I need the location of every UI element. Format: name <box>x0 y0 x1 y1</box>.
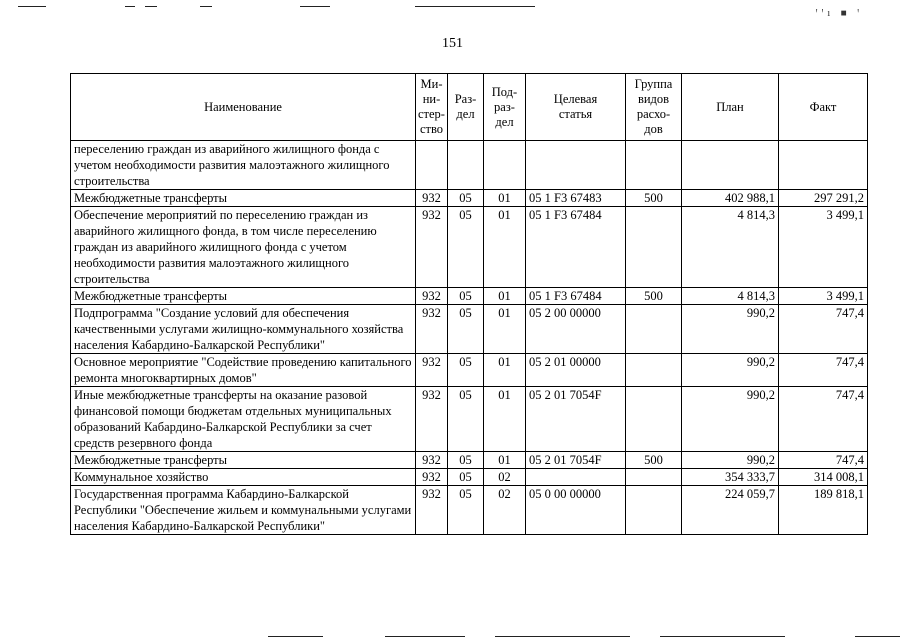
cell-target: 05 2 00 00000 <box>526 305 626 354</box>
cell-name: Межбюджетные трансферты <box>71 190 416 207</box>
cell-subsection: 01 <box>484 207 526 288</box>
cell-ministry: 932 <box>416 288 448 305</box>
cell-target: 05 2 01 00000 <box>526 354 626 387</box>
budget-table <box>70 73 868 535</box>
scan-line-top-2 <box>125 6 135 7</box>
scan-line-top-6 <box>415 6 535 7</box>
cell-subsection: 01 <box>484 305 526 354</box>
cell-target <box>526 469 626 486</box>
cell-subsection: 02 <box>484 486 526 535</box>
cell-fact: 747,4 <box>779 354 868 387</box>
cell-group: 500 <box>626 190 682 207</box>
cell-name: переселению граждан из аварийного жилищного фонда с учетом необходимости развития малоэтажного жилищного строительства <box>71 141 416 190</box>
header-section: Раз- дел <box>448 74 484 141</box>
cell-section <box>448 141 484 190</box>
cell-fact: 747,4 <box>779 305 868 354</box>
cell-fact <box>779 141 868 190</box>
cell-target: 05 2 01 7054F <box>526 452 626 469</box>
scan-line-bottom-5 <box>855 636 900 637</box>
cell-ministry: 932 <box>416 207 448 288</box>
cell-plan: 990,2 <box>682 354 779 387</box>
cell-ministry: 932 <box>416 190 448 207</box>
header-fact: Факт <box>779 74 868 141</box>
scan-marks: ꞌꞌı ■ ꞌ <box>815 8 863 19</box>
table-row <box>71 469 868 486</box>
table-row <box>71 207 868 288</box>
scan-line-bottom-4 <box>660 636 785 637</box>
header-target: Целевая статья <box>526 74 626 141</box>
cell-plan: 4 814,3 <box>682 207 779 288</box>
cell-ministry: 932 <box>416 452 448 469</box>
cell-section: 05 <box>448 207 484 288</box>
cell-target: 05 1 F3 67484 <box>526 207 626 288</box>
cell-plan: 990,2 <box>682 452 779 469</box>
cell-ministry: 932 <box>416 486 448 535</box>
cell-subsection: 02 <box>484 469 526 486</box>
table-row <box>71 288 868 305</box>
cell-plan <box>682 141 779 190</box>
cell-group <box>626 387 682 452</box>
cell-name: Государственная программа Кабардино-Балкарской Республики "Обеспечение жильем и коммунальными услугами населения Кабардино-Балкарской Республики" <box>71 486 416 535</box>
cell-target <box>526 141 626 190</box>
cell-section: 05 <box>448 486 484 535</box>
cell-target: 05 1 F3 67484 <box>526 288 626 305</box>
page-number: 151 <box>442 36 463 51</box>
cell-name: Межбюджетные трансферты <box>71 452 416 469</box>
cell-ministry: 932 <box>416 469 448 486</box>
cell-group <box>626 469 682 486</box>
cell-section: 05 <box>448 190 484 207</box>
scan-line-top-5 <box>300 6 330 7</box>
cell-ministry: 932 <box>416 354 448 387</box>
table-row <box>71 305 868 354</box>
cell-group <box>626 486 682 535</box>
cell-plan: 990,2 <box>682 387 779 452</box>
cell-name: Иные межбюджетные трансферты на оказание разовой финансовой помощи бюджетам отдельных муниципальных образований Кабардино-Балкарской Республики за счет средств резервного фонда <box>71 387 416 452</box>
cell-subsection: 01 <box>484 354 526 387</box>
cell-ministry: 932 <box>416 387 448 452</box>
table-row <box>71 354 868 387</box>
header-ministry: Ми- ни- стер- ство <box>416 74 448 141</box>
cell-fact: 747,4 <box>779 387 868 452</box>
cell-group: 500 <box>626 452 682 469</box>
header-subsection: Под- раз- дел <box>484 74 526 141</box>
table-row <box>71 141 868 190</box>
cell-section: 05 <box>448 288 484 305</box>
cell-section: 05 <box>448 452 484 469</box>
cell-section: 05 <box>448 469 484 486</box>
cell-target: 05 0 00 00000 <box>526 486 626 535</box>
cell-name: Основное мероприятие "Содействие проведению капитального ремонта многоквартирных домов" <box>71 354 416 387</box>
table-row <box>71 486 868 535</box>
cell-section: 05 <box>448 354 484 387</box>
cell-target: 05 2 01 7054F <box>526 387 626 452</box>
cell-subsection: 01 <box>484 190 526 207</box>
cell-name: Обеспечение мероприятий по переселению граждан из аварийного жилищного фонда, в том числе переселению граждан из аварийного жилищного фонда с учетом необходимости развития малоэтажного жилищного строительства <box>71 207 416 288</box>
table-row <box>71 387 868 452</box>
cell-subsection: 01 <box>484 387 526 452</box>
header-name: Наименование <box>71 74 416 141</box>
cell-group <box>626 207 682 288</box>
cell-group <box>626 141 682 190</box>
scan-line-top-1 <box>18 6 46 7</box>
cell-fact: 747,4 <box>779 452 868 469</box>
cell-group <box>626 354 682 387</box>
cell-section: 05 <box>448 305 484 354</box>
cell-fact: 189 818,1 <box>779 486 868 535</box>
cell-subsection <box>484 141 526 190</box>
cell-subsection: 01 <box>484 288 526 305</box>
scan-line-top-3 <box>145 6 157 7</box>
header-group: Группа видов расхо- дов <box>626 74 682 141</box>
header-plan: План <box>682 74 779 141</box>
cell-plan: 4 814,3 <box>682 288 779 305</box>
scan-line-top-4 <box>200 6 212 7</box>
cell-fact: 3 499,1 <box>779 288 868 305</box>
cell-fact: 297 291,2 <box>779 190 868 207</box>
cell-name: Подпрограмма "Создание условий для обеспечения качественными услугами жилищно-коммунального хозяйства населения Кабардино-Балкарской Республики" <box>71 305 416 354</box>
cell-target: 05 1 F3 67483 <box>526 190 626 207</box>
scan-line-bottom-3 <box>495 636 630 637</box>
cell-plan: 402 988,1 <box>682 190 779 207</box>
cell-section: 05 <box>448 387 484 452</box>
cell-name: Коммунальное хозяйство <box>71 469 416 486</box>
cell-group <box>626 305 682 354</box>
table-header-row <box>71 74 868 141</box>
cell-subsection: 01 <box>484 452 526 469</box>
table-row <box>71 452 868 469</box>
cell-fact: 3 499,1 <box>779 207 868 288</box>
cell-name: Межбюджетные трансферты <box>71 288 416 305</box>
scan-line-bottom-1 <box>268 636 323 637</box>
cell-ministry: 932 <box>416 305 448 354</box>
cell-plan: 224 059,7 <box>682 486 779 535</box>
cell-plan: 354 333,7 <box>682 469 779 486</box>
cell-plan: 990,2 <box>682 305 779 354</box>
cell-group: 500 <box>626 288 682 305</box>
scan-line-bottom-2 <box>385 636 465 637</box>
cell-ministry <box>416 141 448 190</box>
table-row <box>71 190 868 207</box>
cell-fact: 314 008,1 <box>779 469 868 486</box>
